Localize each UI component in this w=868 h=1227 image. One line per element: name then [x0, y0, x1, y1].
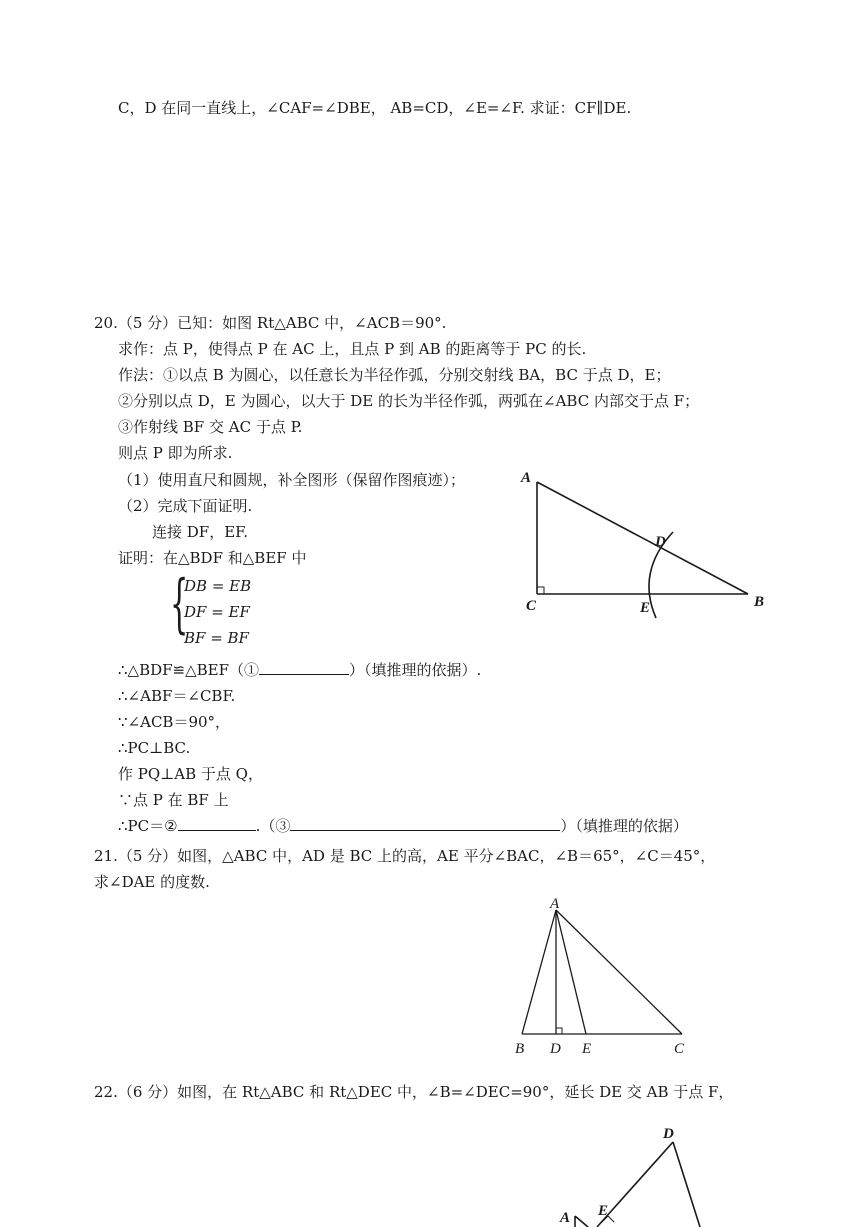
q21-label-a: A: [550, 896, 560, 912]
proof-step-angle: ∴∠ABF＝∠CBF.: [118, 687, 236, 705]
q22-side-de: [597, 1142, 673, 1227]
q21-label-c: C: [674, 1041, 685, 1057]
q20-label-d: D: [655, 534, 666, 550]
q20-label-e: E: [640, 600, 651, 616]
q22-label-d: D: [663, 1126, 674, 1142]
proof-step-point-p: ∵点 P 在 BF 上: [118, 791, 229, 809]
system-eq-2: DF = EF: [184, 603, 250, 621]
system-eq-1: DB = EB: [184, 577, 252, 595]
q20-label-c: C: [526, 598, 537, 614]
system-eq-3: BF = BF: [184, 629, 249, 647]
proof-conclusion-tail: ）（填推理的依据）: [560, 817, 688, 835]
q22-side-dc: [673, 1142, 700, 1227]
proof-conclusion-mid: .（③: [255, 817, 291, 835]
q22-heading: 22.（6 分）如图，在 Rt△ABC 和 Rt△DEC 中，∠B=∠DEC=90°，延长 DE 交 AB 于点 F，: [94, 1083, 734, 1101]
proof-conclusion-text: ∴PC＝②: [118, 817, 178, 835]
q21-heading: 21.（5 分）如图，△ABC 中，AD 是 BC 上的高，AE 平分∠BAC，∠B＝65°，∠C＝45°，: [94, 847, 716, 865]
proof-step-construct-pq: 作 PQ⊥AB 于点 Q，: [118, 765, 263, 783]
q20-label-b: B: [754, 594, 765, 610]
q19-condition-line: C，D 在同一直线上，∠CAF=∠DBE， AB=CD，∠E=∠F. 求证：CF∥DE.: [118, 99, 632, 117]
proof-step-congruence-tail: ）（填推理的依据）.: [349, 661, 482, 679]
q22-side-ab: [575, 1216, 588, 1227]
q20-label-a: A: [521, 470, 532, 486]
proof-step-perpendicular: ∴PC⊥BC.: [118, 739, 191, 757]
q22-label-e: E: [598, 1203, 609, 1219]
q20-part2: （2）完成下面证明.: [118, 497, 253, 515]
q20-part1: （1）使用直尺和圆规，补全图形（保留作图痕迹）；: [118, 471, 466, 489]
proof-step-congruence-text: ∴△BDF≌△BEF（①: [118, 661, 260, 679]
proof-step-right-angle: ∵∠ACB＝90°，: [118, 713, 231, 731]
q21-label-b: B: [515, 1041, 525, 1057]
q20-method-step1: 作法：①以点 B 为圆心，以任意长为半径作弧，分别交射线 BA，BC 于点 D，E；: [118, 366, 671, 384]
q20-method-step3: ③作射线 BF 交 AC 于点 P.: [118, 418, 303, 436]
q20-proof-intro: 证明：在△BDF 和△BEF 中: [118, 549, 307, 567]
q21-ask: 求∠DAE 的度数.: [94, 873, 210, 891]
system-brace: {: [170, 567, 189, 641]
q20-method-step2: ②分别以点 D，E 为圆心，以大于 DE 的长为半径作弧，两弧在∠ABC 内部交于点 F；: [118, 392, 700, 410]
q22-label-a: A: [560, 1210, 571, 1226]
q20-connect-line: 连接 DF，EF.: [152, 523, 248, 541]
q21-label-d: D: [550, 1041, 561, 1057]
q21-label-e: E: [582, 1041, 592, 1057]
q20-task-line: 求作：点 P，使得点 P 在 AC 上，且点 P 到 AB 的距离等于 PC 的长.: [118, 340, 587, 358]
q20-heading: 20.（5 分）已知：如图 Rt△ABC 中，∠ACB＝90°.: [94, 314, 447, 332]
q20-result-line: 则点 P 即为所求.: [118, 444, 233, 462]
